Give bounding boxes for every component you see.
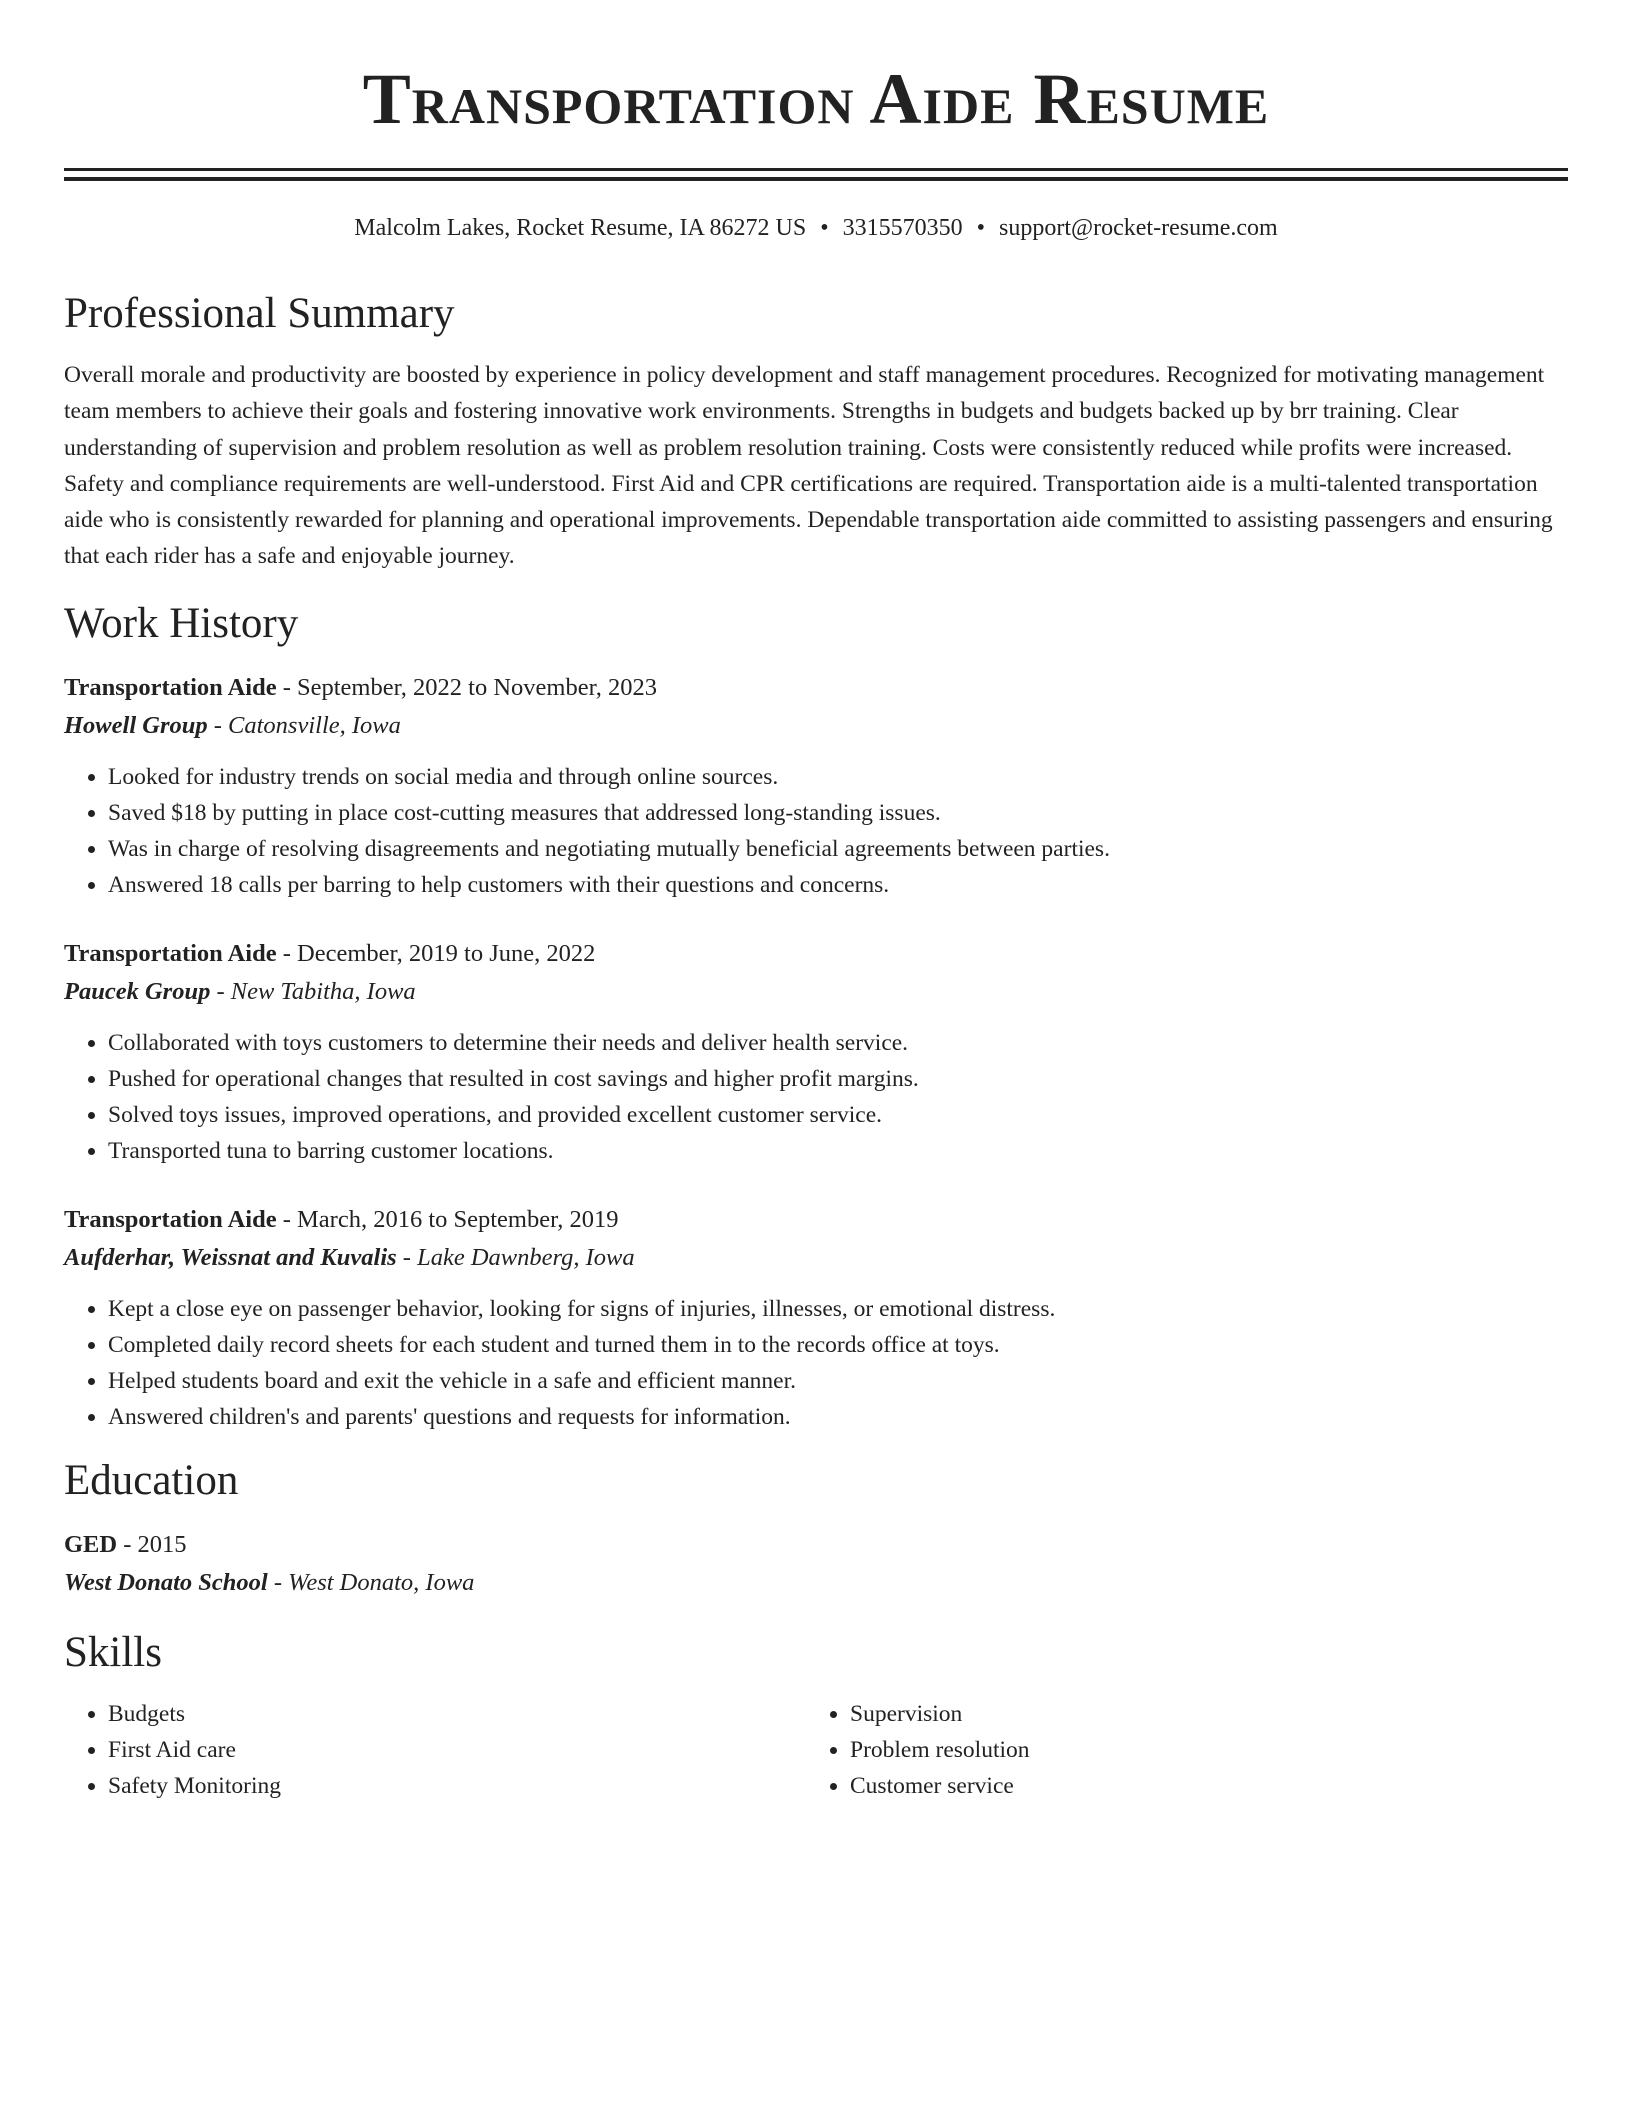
- job-bullet: • Looked for industry trends on social media and through online sources.: [108, 759, 1568, 795]
- summary-heading: Professional Summary: [64, 290, 455, 337]
- title-divider-thin: [64, 168, 1568, 171]
- job-bullet: • Helped students board and exit the vehicle in a safe and efficient manner.: [108, 1363, 1568, 1399]
- work-history-heading: Work History: [64, 599, 299, 647]
- job-bullet: • Transported tuna to barring customer locations.: [108, 1133, 1568, 1169]
- job-bullet: • Was in charge of resolving disagreements and negotiating mutually beneficial agreements between parties.: [108, 831, 1568, 867]
- skill-item: • Safety Monitoring: [108, 1768, 806, 1804]
- job-employer: [64, 1239, 1568, 1277]
- summary-text: Overall morale and productivity are boosted by experience in policy development and staff management procedures. Recognized for motivating management team members to achieve their goals and fostering innovative work environments. Strengths in budgets and budgets backed up by brr training. Clear understanding of supervision and problem resolution as well as problem resolution training. Costs were consistently reduced while profits were increased. Safety and compliance requirements are well-understood. First Aid and CPR certifications are required. Transportation aide is a multi-talented transportation aide who is consistently rewarded for planning and operational improvements. Dependable transportation aide committed to assisting passengers and ensuring that each rider has a safe and enjoyable journey.: [64, 362, 1553, 570]
- job-bullet: • Collaborated with toys customers to determine their needs and deliver health service.: [108, 1025, 1568, 1061]
- job-header: [64, 935, 1568, 973]
- job-bullet: • Saved $18 by putting in place cost-cutting measures that addressed long-standing issues.: [108, 795, 1568, 831]
- education-year: - 2015: [117, 1530, 187, 1558]
- education-heading: Education: [64, 1456, 239, 1504]
- contact-separator: •: [820, 215, 829, 241]
- education-school: West Donato School: [64, 1568, 268, 1596]
- job-location: - Catonsville, Iowa: [207, 711, 401, 739]
- education-school-line: [64, 1564, 1568, 1602]
- contact-phone: 3315570350: [842, 215, 963, 241]
- job-bullet: • Completed daily record sheets for each student and turned them in to the records office at toys.: [108, 1327, 1568, 1363]
- job-location: - New Tabitha, Iowa: [210, 977, 416, 1005]
- skills-list: [64, 1696, 1568, 1804]
- job-title: Transportation Aide: [64, 939, 277, 967]
- job-company: Howell Group: [64, 711, 208, 739]
- job-title: Transportation Aide: [64, 673, 277, 701]
- skill-item: • Problem resolution: [850, 1732, 1568, 1768]
- job-company: Aufderhar, Weissnat and Kuvalis: [64, 1243, 397, 1271]
- job-bullet: • Pushed for operational changes that resulted in cost savings and higher profit margins.: [108, 1061, 1568, 1097]
- skill-item: • First Aid care: [108, 1732, 806, 1768]
- job-bullet: • Solved toys issues, improved operations, and provided excellent customer service.: [108, 1097, 1568, 1133]
- skill-item: • Supervision: [850, 1696, 1568, 1732]
- job-bullet: • Kept a close eye on passenger behavior, looking for signs of injuries, illnesses, or emotional distress.: [108, 1291, 1568, 1327]
- job-company: Paucek Group: [64, 977, 211, 1005]
- job-bullet: • Answered children's and parents' questions and requests for information.: [108, 1399, 1568, 1435]
- job-dates: - March, 2016 to September, 2019: [276, 1205, 619, 1233]
- skills-column-right: [806, 1696, 1568, 1804]
- skill-item: • Budgets: [108, 1696, 806, 1732]
- job-title: Transportation Aide: [64, 1205, 277, 1233]
- education-degree-line: [64, 1526, 1568, 1564]
- skill-item: • Customer service: [850, 1768, 1568, 1804]
- title-divider-thick: [64, 177, 1568, 181]
- contact-separator: •: [976, 215, 986, 241]
- job-location: - Lake Dawnberg, Iowa: [396, 1243, 635, 1271]
- job-employer: [64, 973, 1568, 1011]
- job-entry: [64, 1201, 1568, 1435]
- contact-address: Malcolm Lakes, Rocket Resume, IA 86272 US: [354, 215, 807, 241]
- job-header: [64, 1201, 1568, 1239]
- job-bullets: [64, 1291, 1568, 1435]
- resume-title: Transportation Aide Resume: [362, 59, 1270, 139]
- job-bullet: • Answered 18 calls per barring to help customers with their questions and concerns.: [108, 867, 1568, 903]
- education-degree: GED: [64, 1530, 118, 1558]
- education-location: - West Donato, Iowa: [267, 1568, 475, 1596]
- job-bullets: [64, 1025, 1568, 1169]
- contact-line: [64, 212, 1568, 244]
- job-entry: [64, 669, 1568, 903]
- resume-page: [64, 0, 1568, 1804]
- skills-heading: Skills: [64, 1628, 162, 1676]
- job-entry: [64, 935, 1568, 1169]
- job-dates: - September, 2022 to November, 2023: [276, 673, 658, 701]
- job-dates: - December, 2019 to June, 2022: [276, 939, 596, 967]
- job-bullets: [64, 759, 1568, 903]
- job-employer: [64, 707, 1568, 745]
- contact-email: support@rocket-resume.com: [999, 215, 1278, 241]
- job-header: [64, 669, 1568, 707]
- skills-column-left: [64, 1696, 806, 1804]
